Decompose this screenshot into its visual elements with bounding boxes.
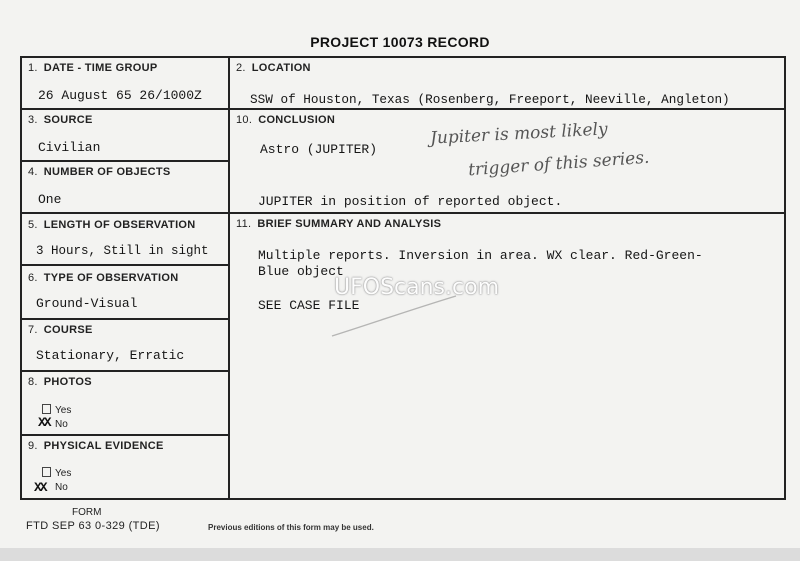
physical-evidence-no-option: No (42, 481, 68, 493)
photos-x-mark: XX (38, 415, 50, 430)
length-of-observation-value: 3 Hours, Still in sight (36, 244, 209, 258)
source-label: 3. SOURCE (28, 114, 93, 126)
conclusion-value: Astro (JUPITER) (260, 142, 378, 157)
summary-line2: Blue object (258, 264, 344, 279)
type-of-observation-value: Ground-Visual (36, 296, 138, 311)
row-divider (20, 264, 230, 266)
pencil-stroke (330, 292, 460, 342)
physical-evidence-label: 9. PHYSICAL EVIDENCE (28, 440, 164, 452)
location-value: SSW of Houston, Texas (Rosenberg, Freeport, Neeville, Angleton) (250, 92, 730, 107)
footer-form-word: FORM (72, 507, 102, 518)
conclusion-label: 10. CONCLUSION (236, 114, 336, 126)
photos-yes-option: Yes (42, 404, 71, 416)
summary-line1: Multiple reports. Inversion in area. WX clear. Red-Green- (258, 248, 703, 263)
length-of-observation-label: 5. LENGTH OF OBSERVATION (28, 219, 196, 231)
type-of-observation-label: 6. TYPE OF OBSERVATION (28, 272, 179, 284)
summary-label: 11. BRIEF SUMMARY AND ANALYSIS (236, 218, 442, 230)
row-divider (20, 318, 230, 320)
conclusion-note: JUPITER in position of reported object. (258, 194, 563, 209)
row-divider (20, 370, 230, 372)
number-of-objects-value: One (38, 192, 62, 207)
watermark: UFOScans.com (334, 275, 499, 300)
handwritten-note-line2: trigger of this series. (467, 147, 651, 181)
handwritten-note-line1: Jupiter is most likely (429, 119, 609, 149)
source-value: Civilian (38, 140, 101, 155)
row-divider (228, 108, 786, 110)
page-title: PROJECT 10073 RECORD (310, 34, 490, 50)
date-time-label: 1. DATE - TIME GROUP (28, 62, 158, 74)
row-divider (228, 212, 786, 214)
photos-label: 8. PHOTOS (28, 376, 92, 388)
physical-evidence-x-mark: XX (34, 480, 46, 495)
row-divider (20, 160, 230, 162)
footer-note: Previous editions of this form may be used. (208, 523, 374, 532)
location-label: 2. LOCATION (236, 62, 311, 74)
row-divider (20, 434, 230, 436)
checkbox-empty (42, 467, 51, 477)
number-of-objects-label: 4. NUMBER OF OBJECTS (28, 166, 171, 178)
date-time-value: 26 August 65 26/1000Z (38, 88, 202, 103)
course-label: 7. COURSE (28, 324, 93, 336)
photos-no-option: No (42, 418, 68, 430)
row-divider (20, 108, 230, 110)
row-divider (20, 212, 230, 214)
summary-line3: SEE CASE FILE (258, 298, 360, 313)
footer-form-id: FTD SEP 63 0-329 (TDE) (26, 520, 160, 532)
checkbox-empty (42, 404, 51, 414)
physical-evidence-yes-option: Yes (42, 467, 71, 479)
course-value: Stationary, Erratic (36, 348, 185, 363)
